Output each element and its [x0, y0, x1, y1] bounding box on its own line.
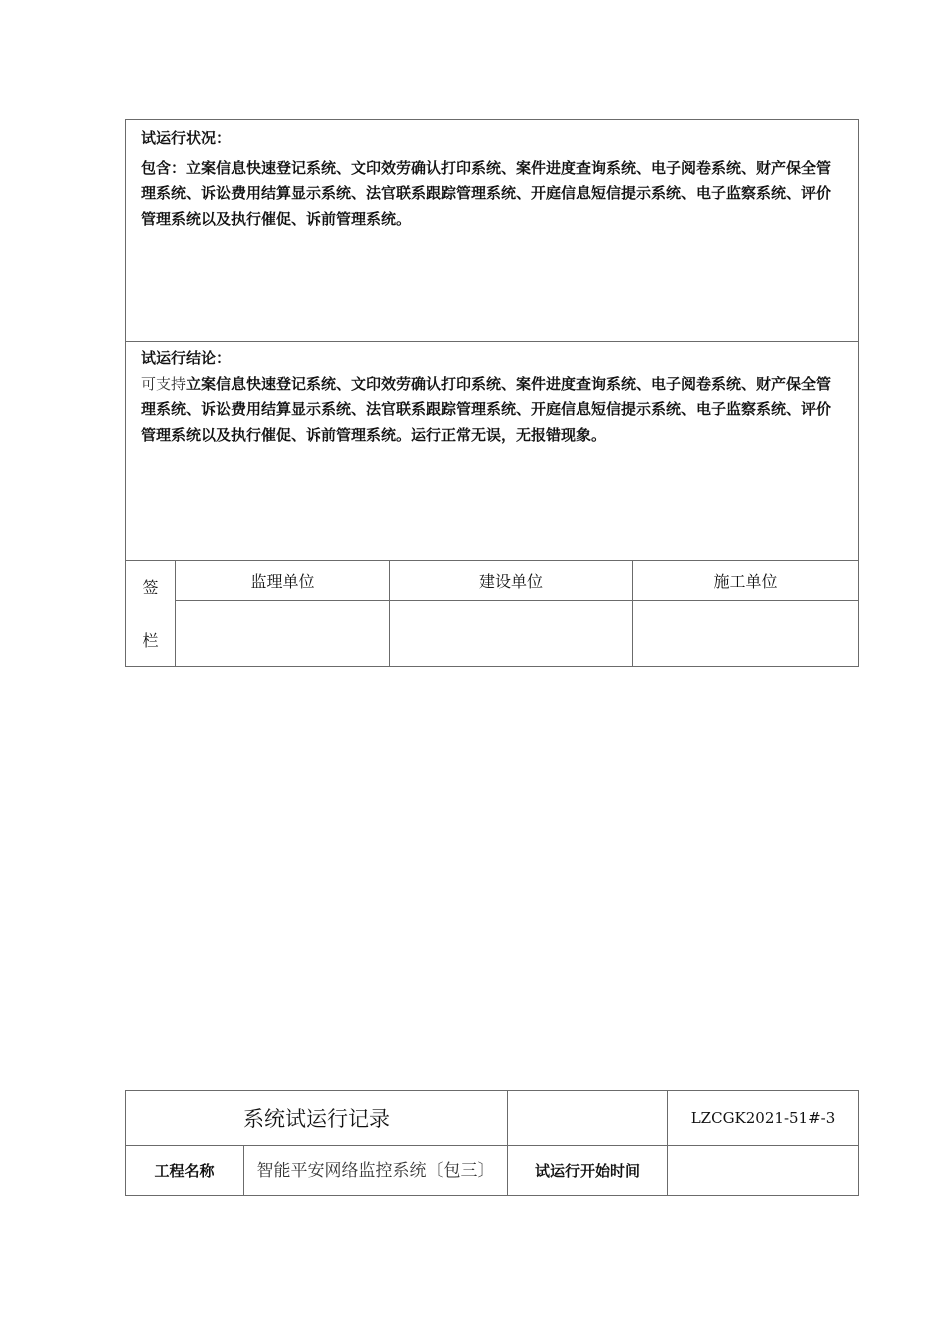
record-blank-cell — [508, 1091, 668, 1146]
record-code: LZCGK2021-51#-3 — [668, 1091, 859, 1146]
supervision-signature-field[interactable] — [176, 601, 390, 667]
contractor-unit-header: 施工单位 — [633, 561, 859, 601]
signature-label — [126, 561, 176, 667]
trial-run-table — [125, 119, 859, 667]
start-time-value[interactable] — [668, 1146, 859, 1196]
conclusion-content: 立案信息快速登记系统、文印效劳确认打印系统、案件进度查询系统、电子阅卷系统、财产保全管理系统、诉讼费用结算显示系统、法官联系跟踪管理系统、开庭信息短信提示系统、电子监察系统、评价管理系统以及执行催促、诉前管理系统。运行正常无误，无报错现象。 — [141, 374, 832, 444]
project-name-label: 工程名称 — [126, 1146, 244, 1196]
contractor-signature-field[interactable] — [633, 601, 859, 667]
status-section — [126, 120, 859, 342]
conclusion-heading: 试运行结论： — [141, 349, 232, 367]
status-heading: 试运行状况： — [141, 129, 232, 147]
owner-signature-field[interactable] — [390, 601, 633, 667]
signature-label-bottom: 栏 — [142, 631, 159, 650]
conclusion-section — [126, 342, 859, 561]
signature-label-top: 签 — [142, 578, 159, 597]
record-title: 系统试运行记录 — [126, 1091, 508, 1146]
project-name-value: 智能平安网络监控系统〔包三〕 — [244, 1146, 508, 1196]
conclusion-prefix: 可支持 — [141, 374, 187, 393]
supervision-unit-header: 监理单位 — [176, 561, 390, 601]
owner-unit-header: 建设单位 — [390, 561, 633, 601]
start-time-label: 试运行开始时间 — [508, 1146, 668, 1196]
record-header-table — [125, 1090, 859, 1196]
status-content: 包含：立案信息快速登记系统、文印效劳确认打印系统、案件进度查询系统、电子阅卷系统、财产保全管理系统、诉讼费用结算显示系统、法官联系跟踪管理系统、开庭信息短信提示系统、电子监察系统、评价管理系统以及执行催促、诉前管理系统。 — [141, 158, 832, 228]
